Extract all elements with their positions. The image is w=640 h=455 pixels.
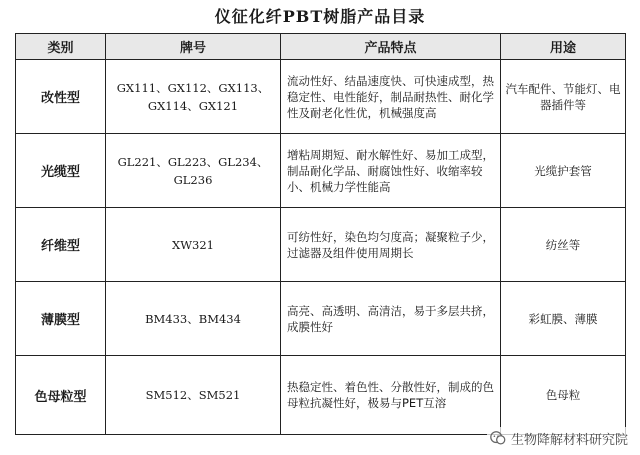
- use-cell: 光缆护套管: [501, 134, 626, 208]
- use-cell: 色母粒: [501, 356, 626, 435]
- use-cell: 汽车配件、节能灯、电器插件等: [501, 60, 626, 134]
- header-features: 产品特点: [281, 34, 501, 60]
- features-cell: 热稳定性、着色性、分散性好，制成的色母粒抗凝性好，极易与PET互溶: [281, 356, 501, 435]
- table-row: [16, 60, 626, 134]
- grade-cell: SM512、SM521: [106, 356, 281, 435]
- category-cell: 薄膜型: [16, 282, 106, 356]
- use-cell: 纺丝等: [501, 208, 626, 282]
- features-cell: 可纺性好，染色均匀度高；凝聚粒子少，过滤器及组件使用周期长: [281, 208, 501, 282]
- wechat-icon: [489, 429, 507, 447]
- table-row: [16, 356, 626, 435]
- features-cell: 高亮、高透明、高清洁，易于多层共挤，成膜性好: [281, 282, 501, 356]
- watermark-text: 生物降解材料研究院: [510, 432, 628, 448]
- page-title: 仪征化纤PBT树脂产品目录: [214, 7, 426, 26]
- grade-cell: GL221、GL223、GL234、GL236: [106, 134, 281, 208]
- category-cell: 纤维型: [16, 208, 106, 282]
- table-row: [16, 282, 626, 356]
- header-category: 类别: [16, 34, 106, 60]
- features-cell: 增粘周期短、耐水解性好、易加工成型，制品耐化学品、耐腐蚀性好、收缩率较小、机械力学性能高: [281, 134, 501, 208]
- category-cell: 改性型: [16, 60, 106, 134]
- table-row: [16, 208, 626, 282]
- use-cell: 彩虹膜、薄膜: [501, 282, 626, 356]
- grade-cell: GX111、GX112、GX113、GX114、GX121: [106, 60, 281, 134]
- product-table: [15, 33, 626, 435]
- header-use: 用途: [501, 34, 626, 60]
- header-row: [16, 34, 626, 60]
- table-row: [16, 134, 626, 208]
- watermark: [487, 427, 630, 449]
- category-cell: 光缆型: [16, 134, 106, 208]
- header-grade: 牌号: [106, 34, 281, 60]
- category-cell: 色母粒型: [16, 356, 106, 435]
- grade-cell: BM433、BM434: [106, 282, 281, 356]
- features-cell: 流动性好、结晶速度快、可快速成型，热稳定性、电性能好，制品耐热性、耐化学性及耐老化性优，机械强度高: [281, 60, 501, 134]
- grade-cell: XW321: [106, 208, 281, 282]
